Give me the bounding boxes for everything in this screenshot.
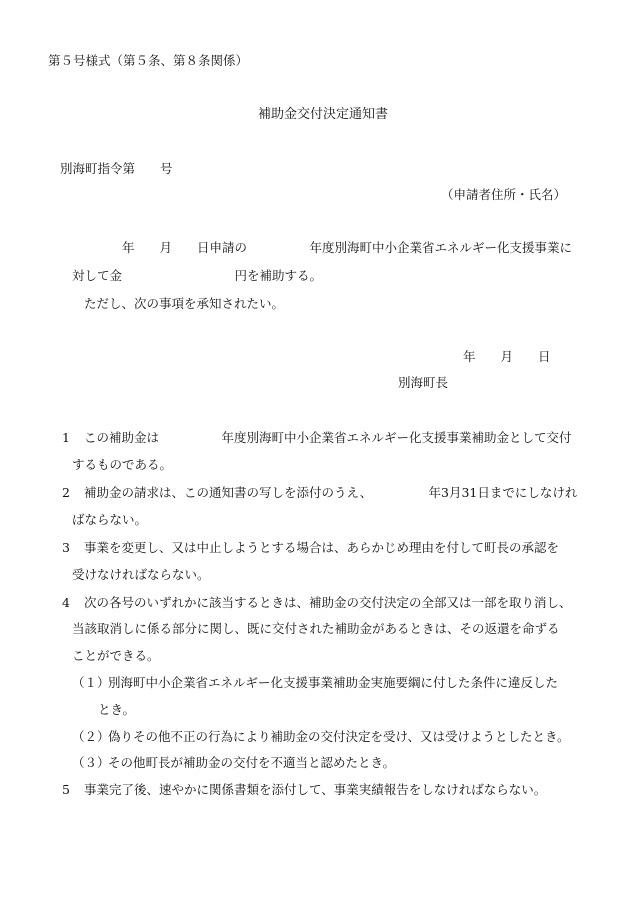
item-5-line-1: 事業完了後、速やかに関係書類を添付して、事業実績報告をしなければならない。: [84, 782, 547, 797]
item-3-line-1: 事業を変更し、又は中止しようとする場合は、あらかじめ理由を付して町長の承認を: [84, 540, 560, 555]
body-line-1: 年 月 日申請の 年度別海町中小企業省エネルギー化支援事業に: [122, 240, 573, 255]
form-label: 第５号様式（第５条、第８条関係）: [48, 53, 249, 68]
document-title: 補助金交付決定通知書: [258, 107, 389, 122]
item-2-line-2: ばならない。: [72, 512, 148, 527]
document-number: 別海町指令第 号: [60, 161, 173, 176]
item-2-line-1: 補助金の請求は、この通知書の写しを添付のうえ、 年3月31日までにしなけれ: [84, 485, 578, 500]
subitem-3-line-1: その他町長が補助金の交付を不適当と認めたとき。: [108, 755, 396, 770]
subitem-2-line-1: 偽りその他不正の行為により補助金の交付決定を受け、又は受けようとしたとき。: [108, 729, 570, 744]
subitem-3-number: （３）: [72, 755, 110, 770]
subitem-1-line-2: とき。: [98, 702, 136, 717]
item-3-line-2: 受けなければならない。: [72, 567, 210, 582]
item-5-number: 5: [62, 782, 70, 797]
item-4-line-1: 次の各号のいずれかに該当するときは、補助金の交付決定の全部又は一部を取り消し、: [84, 595, 572, 610]
item-1-number: 1: [62, 430, 70, 445]
item-4-number: 4: [62, 595, 70, 610]
subitem-2-number: （２）: [72, 729, 110, 744]
issuer: 別海町長: [398, 375, 449, 390]
item-2-number: 2: [62, 485, 70, 500]
issue-date: 年 月 日: [463, 349, 551, 364]
item-4-line-2: 当該取消しに係る部分に関し、既に交付された補助金があるときは、その返還を命ずる: [72, 621, 560, 636]
body-line-2: 対して金 円を補助する。: [72, 268, 323, 283]
subitem-1-line-1: 別海町中小企業省エネルギー化支援事業補助金実施要綱に付した条件に違反した: [108, 675, 559, 690]
applicant-address-name: （申請者住所・氏名）: [441, 187, 567, 202]
item-4-line-3: ことができる。: [72, 648, 160, 663]
item-3-number: 3: [62, 540, 70, 555]
item-1-line-1: この補助金は 年度別海町中小企業省エネルギー化支援事業補助金として交付: [84, 430, 572, 445]
subitem-1-number: （１）: [72, 675, 110, 690]
body-line-3: ただし、次の事項を承知されたい。: [84, 296, 285, 311]
item-1-line-2: するものである。: [72, 457, 173, 472]
